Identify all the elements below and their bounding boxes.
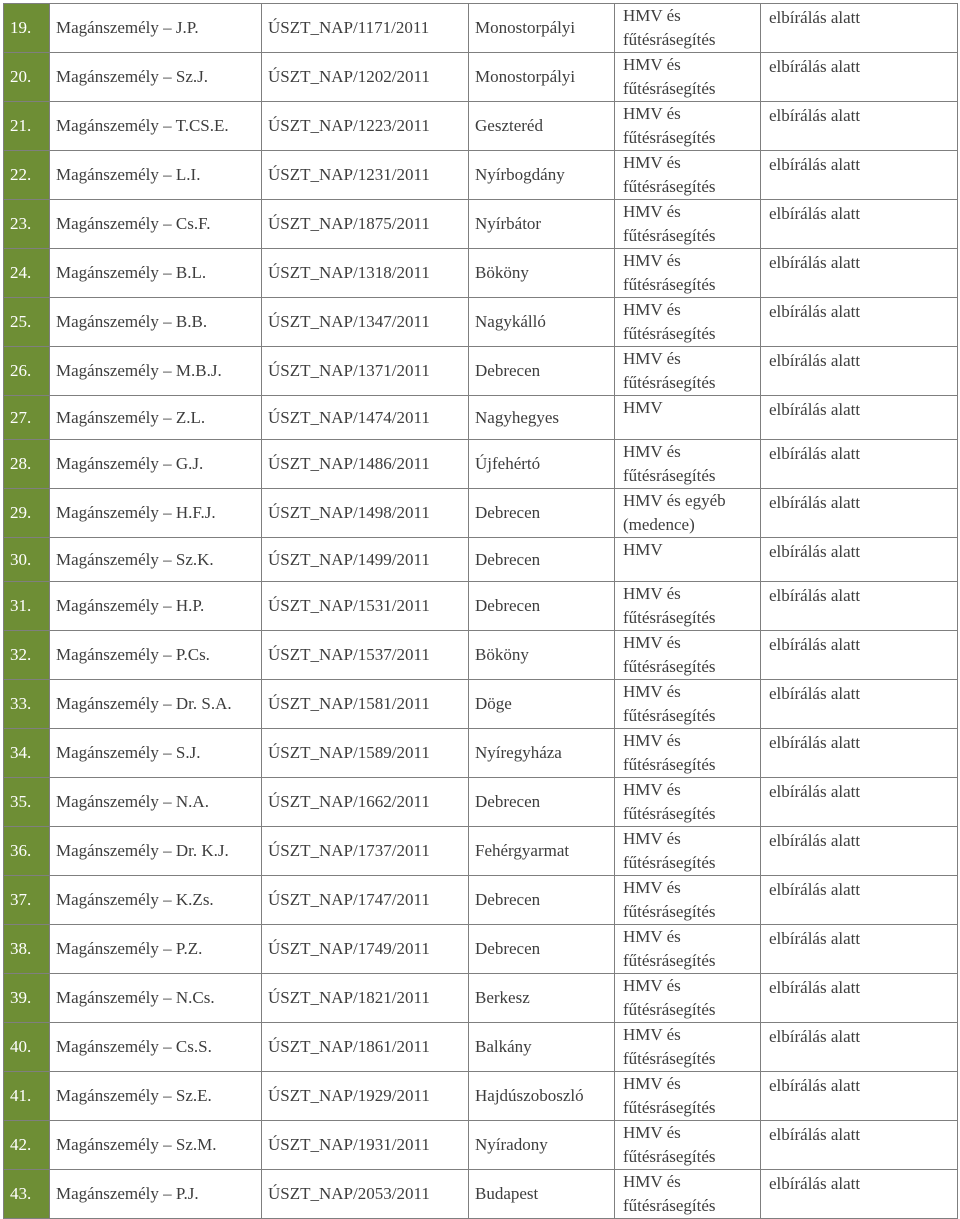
reference-number-cell: ÚSZT_NAP/1821/2011	[262, 974, 469, 1023]
project-type-cell: HMV és fűtésrásegítés	[615, 582, 761, 631]
settlement-cell: Debrecen	[469, 489, 615, 538]
status-cell: elbírálás alatt	[761, 1072, 958, 1121]
reference-number-cell: ÚSZT_NAP/1231/2011	[262, 151, 469, 200]
project-type-cell: HMV és fűtésrásegítés	[615, 974, 761, 1023]
settlement-cell: Balkány	[469, 1023, 615, 1072]
project-type-cell: HMV és fűtésrásegítés	[615, 631, 761, 680]
project-type-cell: HMV és fűtésrásegítés	[615, 53, 761, 102]
reference-number-cell: ÚSZT_NAP/1861/2011	[262, 1023, 469, 1072]
row-number-cell: 31.	[4, 582, 50, 631]
settlement-cell: Hajdúszoboszló	[469, 1072, 615, 1121]
settlement-cell: Nyírbátor	[469, 200, 615, 249]
table-row	[4, 200, 958, 249]
applicant-name-cell: Magánszemély – B.L.	[50, 249, 262, 298]
row-number-cell: 30.	[4, 538, 50, 582]
applicant-name-cell: Magánszemély – K.Zs.	[50, 876, 262, 925]
settlement-cell: Nagyhegyes	[469, 396, 615, 440]
row-number-cell: 35.	[4, 778, 50, 827]
row-number-cell: 37.	[4, 876, 50, 925]
settlement-cell: Debrecen	[469, 347, 615, 396]
reference-number-cell: ÚSZT_NAP/1929/2011	[262, 1072, 469, 1121]
settlement-cell: Nagykálló	[469, 298, 615, 347]
settlement-cell: Döge	[469, 680, 615, 729]
project-type-cell: HMV és fűtésrásegítés	[615, 876, 761, 925]
table-row	[4, 1072, 958, 1121]
applicant-name-cell: Magánszemély – Dr. S.A.	[50, 680, 262, 729]
status-cell: elbírálás alatt	[761, 729, 958, 778]
applicant-name-cell: Magánszemély – S.J.	[50, 729, 262, 778]
settlement-cell: Berkesz	[469, 974, 615, 1023]
table-row	[4, 974, 958, 1023]
reference-number-cell: ÚSZT_NAP/1537/2011	[262, 631, 469, 680]
project-type-cell: HMV és fűtésrásegítés	[615, 827, 761, 876]
status-cell: elbírálás alatt	[761, 1121, 958, 1170]
table-row	[4, 925, 958, 974]
project-type-cell: HMV és fűtésrásegítés	[615, 1023, 761, 1072]
reference-number-cell: ÚSZT_NAP/1171/2011	[262, 4, 469, 53]
status-cell: elbírálás alatt	[761, 538, 958, 582]
row-number-cell: 19.	[4, 4, 50, 53]
table-row	[4, 151, 958, 200]
table-row	[4, 1170, 958, 1219]
row-number-cell: 36.	[4, 827, 50, 876]
project-type-cell: HMV és fűtésrásegítés	[615, 347, 761, 396]
row-number-cell: 23.	[4, 200, 50, 249]
table-row	[4, 347, 958, 396]
row-number-cell: 42.	[4, 1121, 50, 1170]
row-number-cell: 34.	[4, 729, 50, 778]
status-cell: elbírálás alatt	[761, 489, 958, 538]
settlement-cell: Debrecen	[469, 925, 615, 974]
project-type-cell: HMV és fűtésrásegítés	[615, 298, 761, 347]
table-row	[4, 489, 958, 538]
applicant-name-cell: Magánszemély – N.Cs.	[50, 974, 262, 1023]
project-type-cell: HMV és fűtésrásegítés	[615, 151, 761, 200]
status-cell: elbírálás alatt	[761, 778, 958, 827]
row-number-cell: 29.	[4, 489, 50, 538]
reference-number-cell: ÚSZT_NAP/1747/2011	[262, 876, 469, 925]
applicant-name-cell: Magánszemély – Sz.E.	[50, 1072, 262, 1121]
table-row	[4, 729, 958, 778]
status-cell: elbírálás alatt	[761, 1170, 958, 1219]
applicant-name-cell: Magánszemély – B.B.	[50, 298, 262, 347]
settlement-cell: Nyírbogdány	[469, 151, 615, 200]
project-type-cell: HMV és fűtésrásegítés	[615, 200, 761, 249]
project-type-cell: HMV	[615, 396, 761, 440]
reference-number-cell: ÚSZT_NAP/1749/2011	[262, 925, 469, 974]
settlement-cell: Debrecen	[469, 538, 615, 582]
row-number-cell: 28.	[4, 440, 50, 489]
table-row	[4, 396, 958, 440]
table-row	[4, 4, 958, 53]
project-type-cell: HMV és fűtésrásegítés	[615, 1121, 761, 1170]
row-number-cell: 33.	[4, 680, 50, 729]
reference-number-cell: ÚSZT_NAP/1737/2011	[262, 827, 469, 876]
table-row	[4, 102, 958, 151]
status-cell: elbírálás alatt	[761, 151, 958, 200]
project-type-cell: HMV és egyéb (medence)	[615, 489, 761, 538]
project-type-cell: HMV és fűtésrásegítés	[615, 102, 761, 151]
status-cell: elbírálás alatt	[761, 582, 958, 631]
applicant-name-cell: Magánszemély – H.P.	[50, 582, 262, 631]
status-cell: elbírálás alatt	[761, 298, 958, 347]
status-cell: elbírálás alatt	[761, 53, 958, 102]
project-type-cell: HMV és fűtésrásegítés	[615, 249, 761, 298]
table-row	[4, 1121, 958, 1170]
reference-number-cell: ÚSZT_NAP/1318/2011	[262, 249, 469, 298]
status-cell: elbírálás alatt	[761, 4, 958, 53]
table-row	[4, 827, 958, 876]
row-number-cell: 41.	[4, 1072, 50, 1121]
settlement-cell: Fehérgyarmat	[469, 827, 615, 876]
project-type-cell: HMV és fűtésrásegítés	[615, 1170, 761, 1219]
row-number-cell: 21.	[4, 102, 50, 151]
project-type-cell: HMV és fűtésrásegítés	[615, 440, 761, 489]
status-cell: elbírálás alatt	[761, 925, 958, 974]
settlement-cell: Debrecen	[469, 582, 615, 631]
row-number-cell: 25.	[4, 298, 50, 347]
applications-table	[3, 3, 958, 1219]
settlement-cell: Újfehértó	[469, 440, 615, 489]
table-row	[4, 582, 958, 631]
row-number-cell: 27.	[4, 396, 50, 440]
reference-number-cell: ÚSZT_NAP/1371/2011	[262, 347, 469, 396]
settlement-cell: Debrecen	[469, 778, 615, 827]
row-number-cell: 26.	[4, 347, 50, 396]
row-number-cell: 22.	[4, 151, 50, 200]
reference-number-cell: ÚSZT_NAP/1499/2011	[262, 538, 469, 582]
settlement-cell: Bököny	[469, 249, 615, 298]
settlement-cell: Nyíregyháza	[469, 729, 615, 778]
settlement-cell: Nyíradony	[469, 1121, 615, 1170]
project-type-cell: HMV és fűtésrásegítés	[615, 778, 761, 827]
status-cell: elbírálás alatt	[761, 249, 958, 298]
status-cell: elbírálás alatt	[761, 200, 958, 249]
applicant-name-cell: Magánszemély – M.B.J.	[50, 347, 262, 396]
table-row	[4, 778, 958, 827]
applicant-name-cell: Magánszemély – T.CS.E.	[50, 102, 262, 151]
table-row	[4, 538, 958, 582]
applicant-name-cell: Magánszemély – P.Z.	[50, 925, 262, 974]
status-cell: elbírálás alatt	[761, 347, 958, 396]
reference-number-cell: ÚSZT_NAP/1589/2011	[262, 729, 469, 778]
applicant-name-cell: Magánszemély – J.P.	[50, 4, 262, 53]
table-row	[4, 1023, 958, 1072]
settlement-cell: Debrecen	[469, 876, 615, 925]
settlement-cell: Budapest	[469, 1170, 615, 1219]
status-cell: elbírálás alatt	[761, 974, 958, 1023]
applicant-name-cell: Magánszemély – Cs.S.	[50, 1023, 262, 1072]
row-number-cell: 43.	[4, 1170, 50, 1219]
project-type-cell: HMV és fűtésrásegítés	[615, 680, 761, 729]
applicant-name-cell: Magánszemély – Sz.K.	[50, 538, 262, 582]
row-number-cell: 32.	[4, 631, 50, 680]
settlement-cell: Bököny	[469, 631, 615, 680]
status-cell: elbírálás alatt	[761, 102, 958, 151]
status-cell: elbírálás alatt	[761, 631, 958, 680]
project-type-cell: HMV és fűtésrásegítés	[615, 925, 761, 974]
row-number-cell: 40.	[4, 1023, 50, 1072]
table-row	[4, 876, 958, 925]
table-row	[4, 680, 958, 729]
settlement-cell: Monostorpályi	[469, 53, 615, 102]
row-number-cell: 20.	[4, 53, 50, 102]
applications-table-body	[4, 4, 958, 1219]
applicant-name-cell: Magánszemély – Sz.M.	[50, 1121, 262, 1170]
status-cell: elbírálás alatt	[761, 680, 958, 729]
status-cell: elbírálás alatt	[761, 1023, 958, 1072]
project-type-cell: HMV és fűtésrásegítés	[615, 1072, 761, 1121]
settlement-cell: Geszteréd	[469, 102, 615, 151]
reference-number-cell: ÚSZT_NAP/1223/2011	[262, 102, 469, 151]
table-row	[4, 53, 958, 102]
reference-number-cell: ÚSZT_NAP/1662/2011	[262, 778, 469, 827]
status-cell: elbírálás alatt	[761, 440, 958, 489]
table-row	[4, 249, 958, 298]
table-row	[4, 631, 958, 680]
status-cell: elbírálás alatt	[761, 396, 958, 440]
reference-number-cell: ÚSZT_NAP/1531/2011	[262, 582, 469, 631]
reference-number-cell: ÚSZT_NAP/2053/2011	[262, 1170, 469, 1219]
applicant-name-cell: Magánszemély – N.A.	[50, 778, 262, 827]
applicant-name-cell: Magánszemély – P.Cs.	[50, 631, 262, 680]
applicant-name-cell: Magánszemély – Sz.J.	[50, 53, 262, 102]
row-number-cell: 24.	[4, 249, 50, 298]
applicant-name-cell: Magánszemély – H.F.J.	[50, 489, 262, 538]
project-type-cell: HMV	[615, 538, 761, 582]
reference-number-cell: ÚSZT_NAP/1931/2011	[262, 1121, 469, 1170]
applicant-name-cell: Magánszemély – Cs.F.	[50, 200, 262, 249]
reference-number-cell: ÚSZT_NAP/1474/2011	[262, 396, 469, 440]
row-number-cell: 39.	[4, 974, 50, 1023]
reference-number-cell: ÚSZT_NAP/1486/2011	[262, 440, 469, 489]
applicant-name-cell: Magánszemély – Dr. K.J.	[50, 827, 262, 876]
reference-number-cell: ÚSZT_NAP/1581/2011	[262, 680, 469, 729]
reference-number-cell: ÚSZT_NAP/1202/2011	[262, 53, 469, 102]
table-row	[4, 298, 958, 347]
table-row	[4, 440, 958, 489]
status-cell: elbírálás alatt	[761, 827, 958, 876]
row-number-cell: 38.	[4, 925, 50, 974]
applicant-name-cell: Magánszemély – L.I.	[50, 151, 262, 200]
settlement-cell: Monostorpályi	[469, 4, 615, 53]
reference-number-cell: ÚSZT_NAP/1498/2011	[262, 489, 469, 538]
project-type-cell: HMV és fűtésrásegítés	[615, 4, 761, 53]
applicant-name-cell: Magánszemély – Z.L.	[50, 396, 262, 440]
applicant-name-cell: Magánszemély – P.J.	[50, 1170, 262, 1219]
reference-number-cell: ÚSZT_NAP/1347/2011	[262, 298, 469, 347]
project-type-cell: HMV és fűtésrásegítés	[615, 729, 761, 778]
reference-number-cell: ÚSZT_NAP/1875/2011	[262, 200, 469, 249]
status-cell: elbírálás alatt	[761, 876, 958, 925]
applicant-name-cell: Magánszemély – G.J.	[50, 440, 262, 489]
